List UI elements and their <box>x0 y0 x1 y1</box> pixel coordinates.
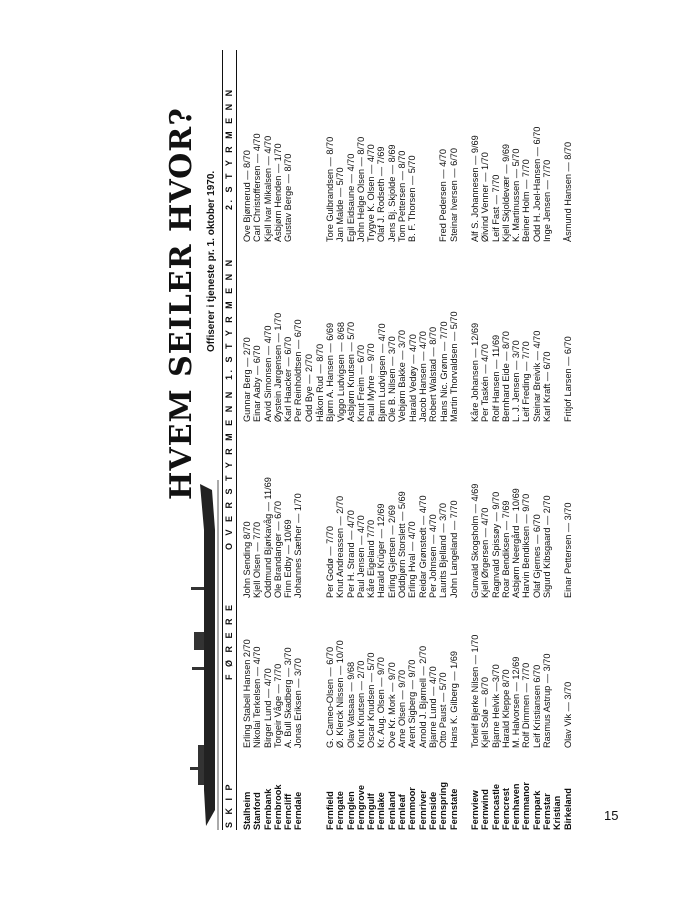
officer-entry: Tore Gulbrandsen — 8/70 <box>325 136 335 242</box>
ship-name: Fernspring <box>438 782 449 830</box>
officer-entry: Arvid Simonsen — 4/70 <box>262 325 273 422</box>
ship-name: Stalheim <box>242 791 252 830</box>
officer-entry: Gunnar Berg — 2/70 <box>242 337 252 422</box>
group3-overstyrmenn <box>470 484 573 598</box>
officer-entry: John Langeland — 7/70 <box>448 500 459 598</box>
officer-entry: Karl Kraft — 6/70 <box>542 351 553 422</box>
officer-entry: Steinar Iversen — 6/70 <box>448 148 459 242</box>
officer-entry <box>418 137 428 242</box>
officer-entry: Rasmus Astrup — 3/70 <box>542 653 553 748</box>
officer-entry: Erling Hval — 4/70 <box>407 521 418 598</box>
ship-name: Fernleaf <box>397 794 408 830</box>
officer-entry: Torleif Bjerke Nilsen — 1/70 <box>470 634 480 748</box>
officer-entry <box>552 323 562 422</box>
officer-entry: Asbjørn Neergård — 10/69 <box>511 488 522 598</box>
ship-name: Fernriver <box>417 790 428 830</box>
officer-entry: B. F. Thorsen — 5/70 <box>407 155 418 242</box>
officer-entry: Vebjørn Bakke — 3/70 <box>397 330 408 422</box>
officer-entry: Tom Pettersen — 8/70 <box>397 150 408 242</box>
group2-forere <box>325 640 459 748</box>
officer-entry: Bjarne Helvik —3/70 <box>490 664 501 748</box>
ship-name: Fernfield <box>325 791 335 830</box>
officer-entry: Odd Bye — 2/70 <box>303 354 314 422</box>
officer-entry: Per Godø — 7/70 <box>325 525 335 598</box>
officer-entry: Kjell Skjoldevær — 9/69 <box>500 143 511 242</box>
officer-entry <box>428 137 438 242</box>
ship-name: Fernland <box>386 791 397 830</box>
group1-1-styrmenn <box>242 313 314 422</box>
group2-2-styrmenn <box>325 137 459 242</box>
officer-entry: Einar Aaby — 6/70 <box>252 345 263 422</box>
officer-entry: Jan Malde — 5/70 <box>335 167 346 242</box>
officer-entry: Nikolai Terkelsen — 4/70 <box>252 646 263 748</box>
officer-entry: Laurits Bjelland — 3/70 <box>438 503 449 598</box>
officer-entry: Jacob Hansen — 4/70 <box>417 331 428 422</box>
officer-entry: Knut Freim — 6/70 <box>356 344 367 422</box>
header-overstyrmenn: O V E R S T Y R M E N N <box>224 389 234 550</box>
officer-entry: Olav Vatsaas — 9/68 <box>345 661 356 748</box>
officer-entry: Olaf J. Rodseth — 7/69 <box>376 146 387 242</box>
officer-entry: M. Halvorsen — 12/69 <box>511 656 522 748</box>
officer-entry: Leif Kristiansen 6/70 <box>531 664 542 748</box>
ship-name: Fernmoor <box>407 787 418 830</box>
officer-entry: Jens Bj. Skjolde — 8/69 <box>386 144 397 242</box>
officer-entry: Rolf Hansen — 11/69 <box>490 334 501 422</box>
officer-entry: Oddmund Bjørkavåg — 11/69 <box>262 477 273 598</box>
ship-name: Fernpark <box>531 790 542 830</box>
officer-entry: Paul Myhre — 9/70 <box>366 343 377 422</box>
ship-name: Kristian <box>552 795 563 830</box>
officer-entry: Kåre Eigeland 7/70 <box>366 519 377 598</box>
ship-name: Ferncliff <box>283 793 294 830</box>
officer-entry: Per Taskén — 4/70 <box>480 344 491 422</box>
officer-entry: Kjell Solø — 8/70 <box>480 677 491 748</box>
ship-name: Fernglen <box>345 791 356 830</box>
officer-entry: Egil Eidsaune — 4/70 <box>345 153 356 242</box>
header-rule-bottom <box>236 50 237 830</box>
officer-entry: Per Reinholdtsen — 6/70 <box>293 319 304 422</box>
ship-name: Fernhaven <box>511 783 522 830</box>
officer-entry: Leif Fast — 7/70 <box>490 174 501 242</box>
ship-name: Fernmanor <box>521 782 532 830</box>
officer-entry: Finn Edby — 10/69 <box>283 519 294 598</box>
officer-entry: Bjarne Lund — 4/70 <box>427 666 438 748</box>
officer-entry: Beiner Holm — 7/70 <box>521 159 532 242</box>
officer-entry: Karl Haacker — 6/70 <box>283 336 294 422</box>
ship-name: Fernstate <box>448 788 459 830</box>
header-skip: S K I P <box>224 781 234 828</box>
officer-entry: Kåre Johansen — 12/69 <box>470 322 480 422</box>
page-subtitle: Offiserer i tjeneste pr. 1. oktober 1970. <box>206 170 217 352</box>
officer-entry: Arent Sigberg — 9/70 <box>407 659 418 748</box>
group1-forere <box>242 639 304 748</box>
group2-overstyrmenn <box>325 491 459 598</box>
officer-entry: Leif Freding — 7/70 <box>521 341 532 422</box>
group3-2-styrmenn <box>470 127 573 242</box>
officer-entry: Ove Kr. Mork — 9/70 <box>386 662 397 748</box>
header-2-styrmenn: 2. S T Y R M E N N <box>224 87 234 210</box>
officer-entry: Hans K. Gilberg — 1/69 <box>448 650 459 748</box>
group3-ships <box>470 782 573 830</box>
officer-entry: Johannes Sæther — 1/70 <box>293 493 304 598</box>
group2-1-styrmenn <box>315 311 459 422</box>
officer-entry: Øystein Jørgensen — 1/70 <box>272 312 283 422</box>
officer-entry: Fritjof Larsen — 6/70 <box>562 336 573 422</box>
officer-entry: Erling Gjertsen — 2/69 <box>386 505 397 598</box>
officer-entry: Ragnvald Spissøy — 9/70 <box>490 491 501 598</box>
officer-entry: Bernhard Eide — 8/70 <box>500 331 511 422</box>
ship-name: Ferngrove <box>355 785 366 830</box>
officer-entry: Fred Pedersen — 4/70 <box>438 149 449 242</box>
officer-entry: Ove Bjørnerud — 8/70 <box>242 150 252 242</box>
ship-name: Fernstar <box>542 793 553 830</box>
officer-entry <box>552 484 562 598</box>
ship-name: Fernwind <box>480 789 491 830</box>
officer-entry: Hans Nic. Grønn — 7/70 <box>438 321 449 422</box>
group3-forere <box>470 635 573 748</box>
officer-entry: Knut Andreassen — 2/70 <box>335 495 346 598</box>
ship-name: Fernlake <box>376 792 387 830</box>
officer-entry: Viggo Ludvigsen — 8/68 <box>335 322 346 422</box>
officer-entry: G. Cameo-Olsen — 6/70 <box>325 646 335 748</box>
officer-entry: Gunvald Skogsholm — 4/69 <box>470 483 480 598</box>
officer-entry: Kjell Olsen — 7/70 <box>252 521 263 598</box>
officer-entry: Sigurd Kibsgaard — 2/70 <box>542 495 553 598</box>
officer-entry: Einar Pettersen — 3/70 <box>562 502 573 598</box>
header-rule-top <box>222 50 223 830</box>
officer-entry: Jonas Eriksen — 3/70 <box>293 658 304 748</box>
officer-entry: Oddbjørn Storslett — 5/69 <box>397 491 408 598</box>
officer-entry: Otto Paust — 5/70 <box>438 672 449 748</box>
officer-entry: Ø. Klerck Nilssen — 10/70 <box>335 640 346 748</box>
group1-overstyrmenn <box>242 477 304 598</box>
officer-entry: Kjell Ivar Mikalsen — 4/70 <box>262 135 273 242</box>
officer-entry: Ole B. Nilsen — 3/70 <box>387 336 398 422</box>
officer-entry: Asbjørn Henden — 1/70 <box>272 143 283 242</box>
page-number: 15 <box>604 808 619 823</box>
officer-entry: Roar Bendiksen — 7/69 <box>500 500 511 598</box>
officer-entry: Rolf Dimmen — 7/70 <box>521 662 532 748</box>
ship-name: Ferngate <box>335 791 346 830</box>
officer-entry: Kr. Aug. Olsen — 9/70 <box>376 657 387 748</box>
officer-entry: Knut Knutsen — 2/70 <box>355 660 366 748</box>
officer-entry: Øivind Venner — 1/70 <box>480 152 491 242</box>
officer-entry: Arnold J. Bjørnell — 2/70 <box>417 645 428 748</box>
officer-entry: Bjørn A. Hansen — 6/69 <box>325 322 336 422</box>
ship-name: Ferndale <box>293 791 304 830</box>
header-forere: F Ø R E R E <box>224 602 234 680</box>
ship-name: Fernside <box>427 791 438 830</box>
officer-entry: John Helge Olsen — 8/70 <box>355 136 366 242</box>
page-title: HVEM SEILER HVOR? <box>164 107 199 500</box>
ship-name: Fernview <box>470 790 480 830</box>
officer-entry: Harald Krüger — 12/69 <box>376 503 387 598</box>
group2-ships <box>325 782 459 830</box>
ship-illustration <box>182 480 220 830</box>
group1-2-styrmenn <box>242 133 293 242</box>
ship-name: Ferngulf <box>366 793 377 830</box>
officer-entry: Alf S. Johannesen — 9/69 <box>470 135 480 242</box>
officer-entry: Carl Christoffersen — 4/70 <box>252 133 263 242</box>
ship-name: Fernbank <box>262 788 273 830</box>
ship-name: Ferncastle <box>490 784 501 830</box>
officer-entry: Oscar Knudsen — 5/70 <box>366 652 377 748</box>
officer-entry: Torgeir Våge — 7/70 <box>272 663 283 748</box>
ship-name: Birkeland <box>562 788 573 830</box>
officer-entry: Odd H. Joel-Hansen — 6/70 <box>531 126 542 242</box>
officer-entry: Bjørn Ludvigsen — 4/70 <box>376 323 387 422</box>
ship-name: Fernbrook <box>272 784 283 830</box>
officer-entry: A. Bull Skadberg — 3/70 <box>283 647 294 748</box>
officer-entry: Ole Brandanger — 6/70 <box>272 500 283 598</box>
officer-entry: Harald Kleppe 8/70 <box>500 669 511 748</box>
officer-entry: Arne Olsen — 9/70 <box>397 669 408 748</box>
header-1-styrmenn: 1. S T Y R M E N N <box>224 257 234 380</box>
officer-entry: Birger Lund — 4/70 <box>262 668 273 748</box>
officer-entry: Paul Jensen — 4/70 <box>355 515 366 598</box>
officer-entry: Harald Vedøy — 4/70 <box>407 334 418 422</box>
officer-entry: Asbjørn Knutsen — 5/70 <box>345 321 356 422</box>
officer-entry: Inge Jensen — 7/70 <box>542 159 553 242</box>
rotated-page-content <box>160 50 640 830</box>
officer-entry: Robert Walstad — 8/70 <box>428 326 439 422</box>
officer-entry: Reidar Grønstedt — 4/70 <box>417 495 428 598</box>
officer-entry: Steinar Breivik — 4/70 <box>531 330 542 422</box>
group3-1-styrmenn <box>470 323 573 422</box>
officer-entry: Olaf Gjernes — 6/70 <box>531 514 542 598</box>
officer-entry: John Sending 8/70 <box>242 521 252 598</box>
officer-entry: Erling Stabell Hansen 2/70 <box>242 639 252 748</box>
ship-name: Stanford <box>252 792 263 830</box>
group1-ships <box>242 785 304 830</box>
officer-entry: K. Martinussen — 5/70 <box>511 148 522 242</box>
officer-entry: Kjell Ørgersen — 4/70 <box>480 507 491 598</box>
officer-entry: Åsmund Hansen — 8/70 <box>562 141 573 242</box>
officer-entry: Harvin Bendiksen — 9/70 <box>521 493 532 598</box>
officer-entry: Per H. Strand — 4/70 <box>345 510 356 598</box>
officer-entry: Gustav Berge — 8/70 <box>283 153 294 242</box>
officer-entry <box>552 635 562 748</box>
officer-entry: Olav Vik — 3/70 <box>562 681 573 748</box>
ship-name: Ferncrest <box>500 788 511 830</box>
officer-entry: Trygve K. Olsen — 4/70 <box>366 144 377 242</box>
officer-entry: Martin Thorvaldsen — 5/70 <box>448 311 459 422</box>
officer-entry: Per Johnsen — 4/70 <box>427 514 438 598</box>
officer-entry: L. J. Jensen — 3/70 <box>511 340 522 422</box>
officer-entry: Håkon Rud — 8/70 <box>315 343 325 422</box>
officer-entry <box>552 127 562 242</box>
